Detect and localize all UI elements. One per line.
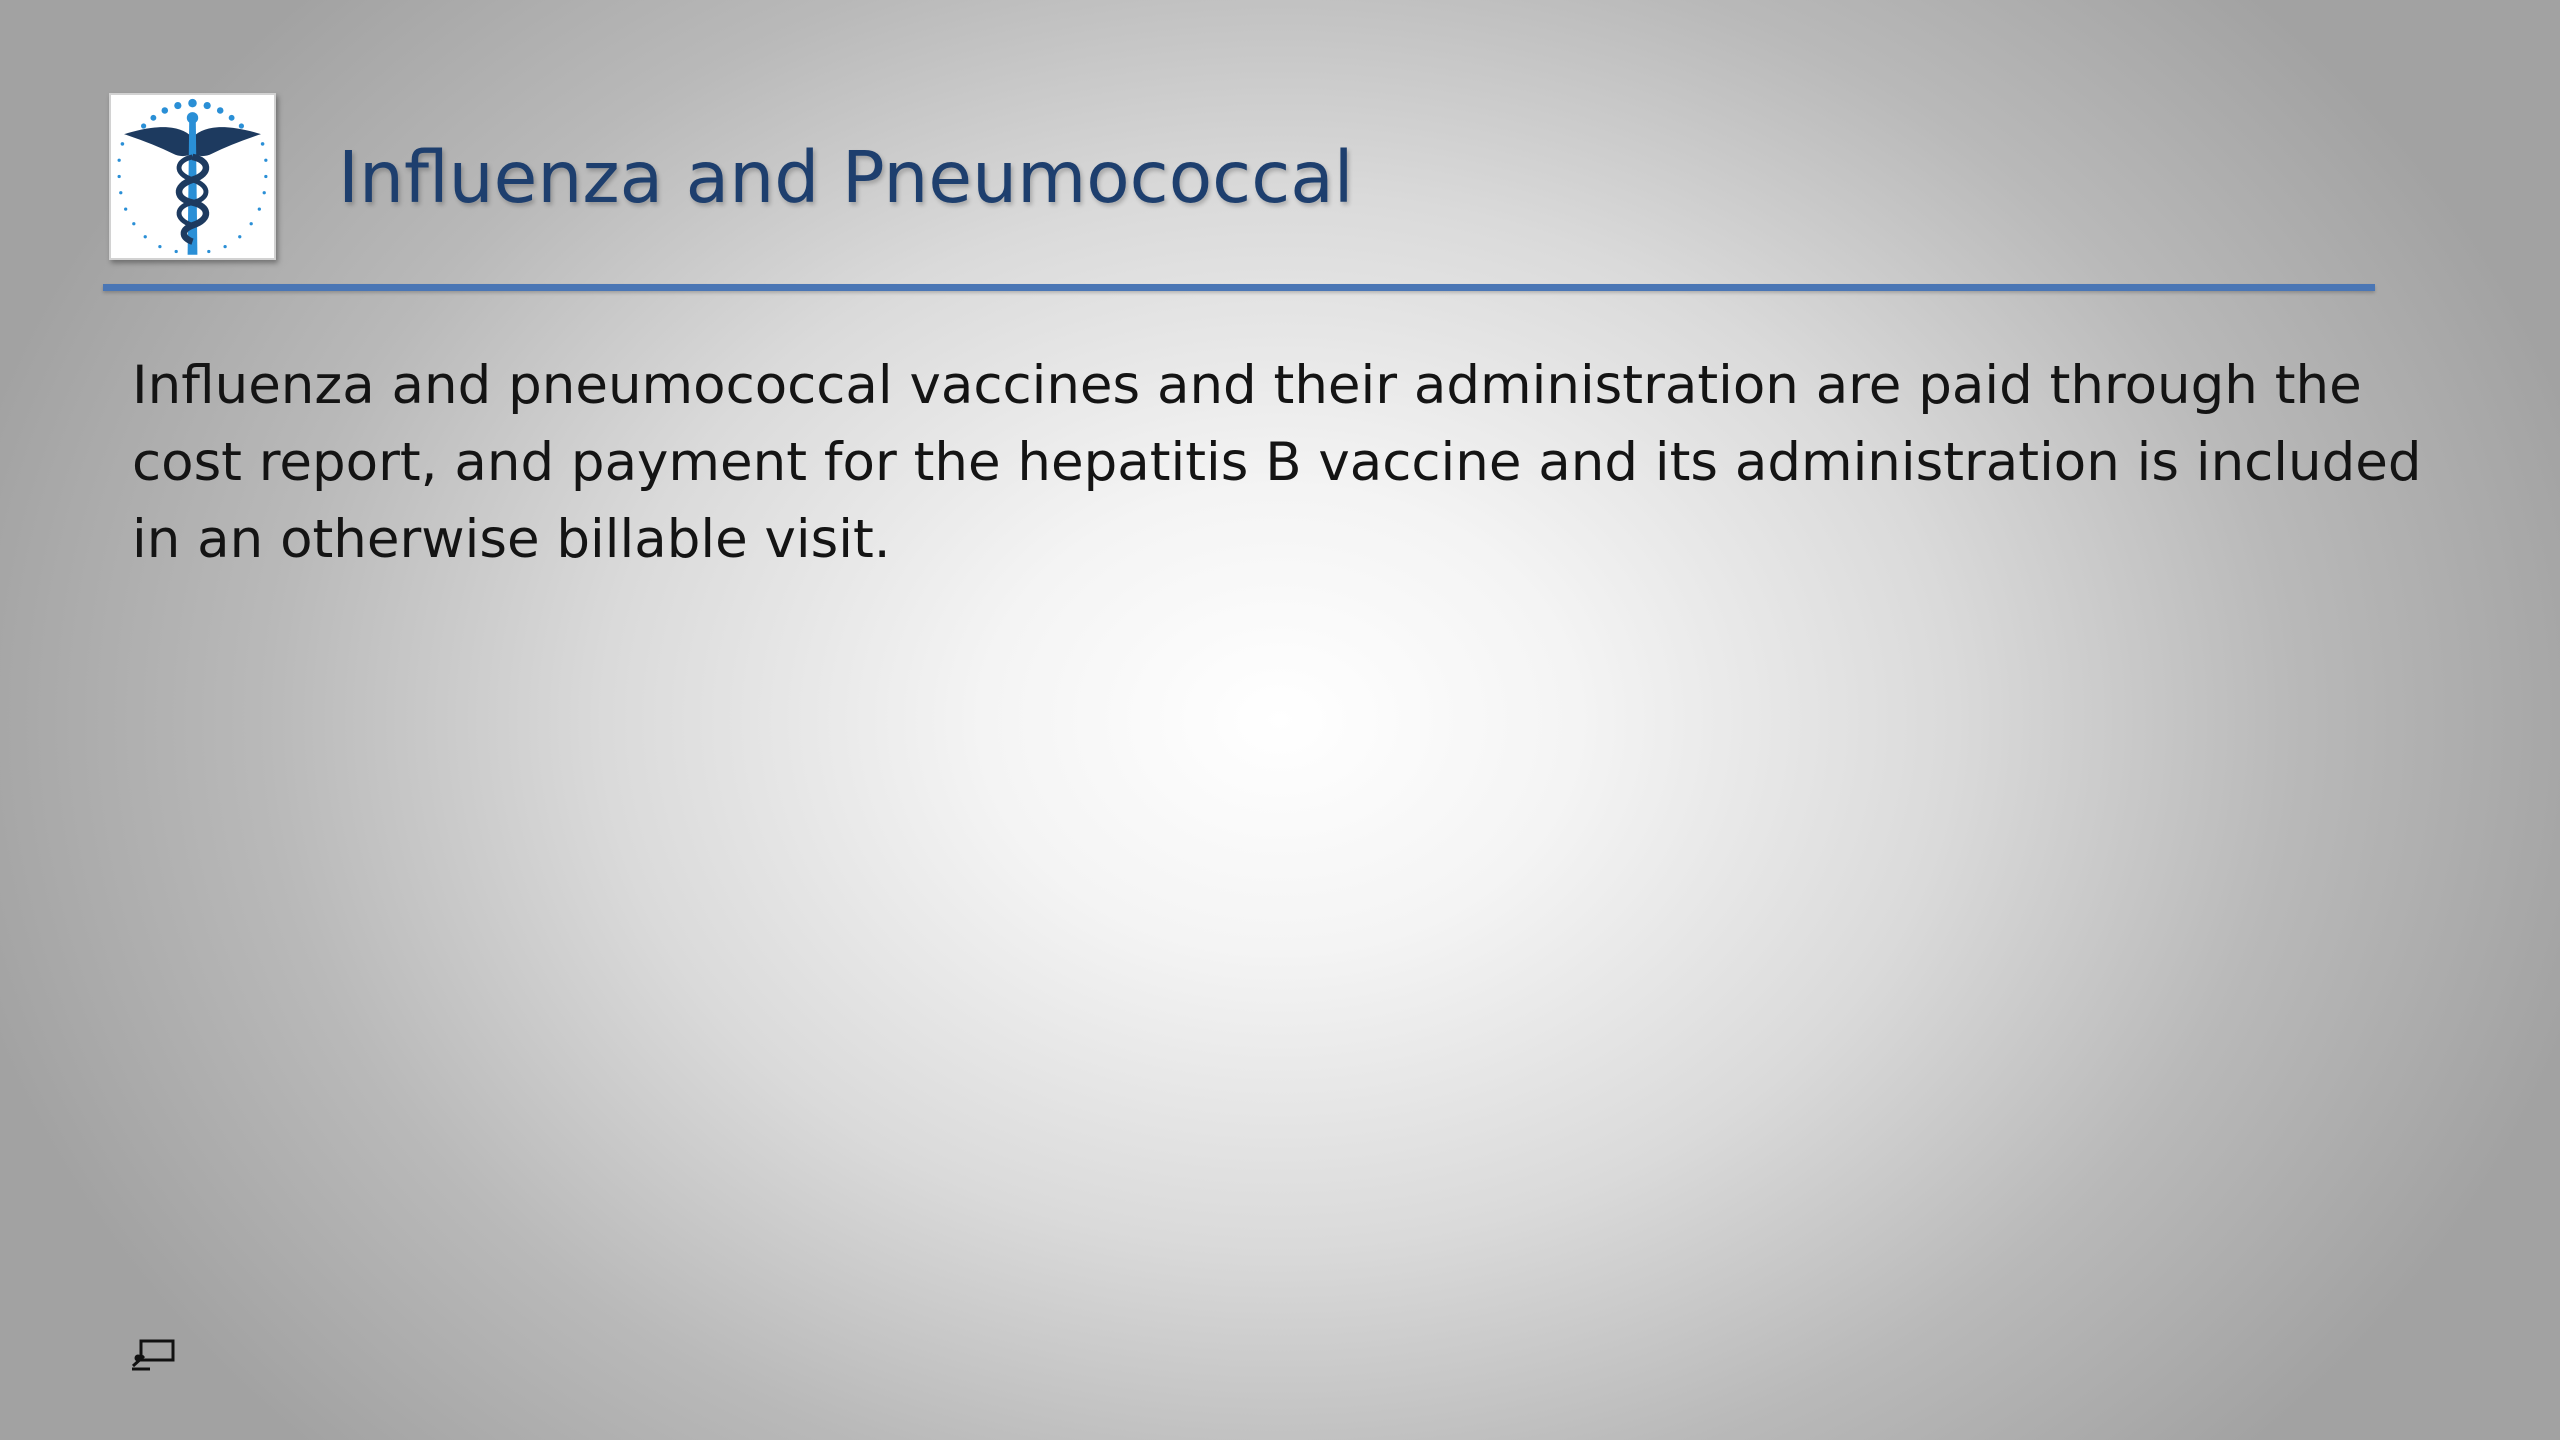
- presenter-screen-button[interactable]: [130, 1338, 176, 1372]
- body-line: Influenza and pneumococcal vaccines and their administration are paid through the: [132, 355, 2362, 416]
- slide-title: Influenza and Pneumococcal: [338, 136, 1354, 219]
- body-line: cost report, and payment for the hepatitis B vaccine and its administration is included: [132, 432, 2422, 493]
- caduceus-icon: [111, 95, 274, 258]
- slide-body: [132, 347, 2432, 578]
- presenter-screen-icon: [130, 1338, 176, 1372]
- body-line: in an otherwise billable visit.: [132, 509, 891, 570]
- caduceus-logo: [109, 93, 276, 260]
- title-divider: [103, 284, 2375, 291]
